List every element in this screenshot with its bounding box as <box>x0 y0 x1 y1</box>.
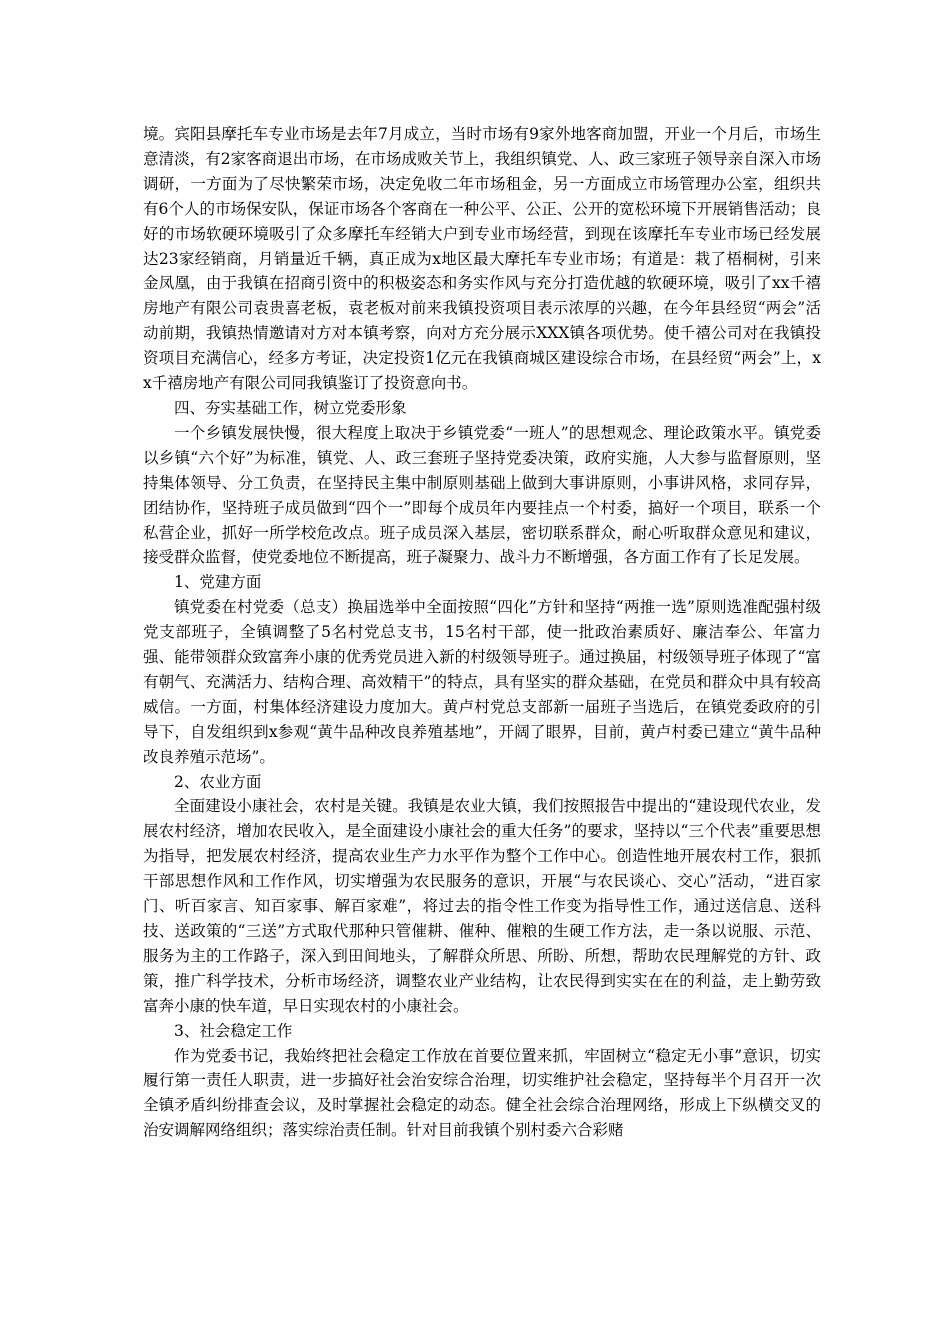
subheading-social-stability: 3、社会稳定工作 <box>174 1021 293 1040</box>
subheading-party-building: 1、党建方面 <box>174 573 262 592</box>
paragraph-agriculture: 全面建设小康社会，农村是关键。我镇是农业大镇，我们按照报告中提出的“建设现代农业，发展农村经济，增加农民收入，是全面建设小康社会的重大任务”的要求，坚持以“三个代表”重要思想为指导，把发展农村经济，提高农业生产力水平作为整个工作中心。创造性地开展农村工作，狠抓干部思想作风和工作作风，切实增强为农民服务的意识，开展“与农民谈心、交心”活动，“进百家门、听百家言、知百家事、解百家难”，将过去的指令性工作变为指导性工作，通过送信息、送科技、送政策的“三送”方式取代那种只管催耕、催种、催粮的生硬工作方法，走一条以说服、示范、服务为主的工作路子，深入到田间地头，了解群众所思、所盼、所想，帮助农民理解党的方针、政策，推广科学技术，分析市场经济，调整农业产业结构，让农民得到实实在在的利益，走上勤劳致富奔小康的快车道，早日实现农村的小康社会。 <box>143 797 821 1015</box>
subheading-agriculture: 2、农业方面 <box>174 772 262 791</box>
paragraph-party-building: 镇党委在村党委（总支）换届选举中全面按照“四化”方针和坚持“两推一选”原则选准配强村级党支部班子，全镇调整了5名村党总支书，15名村干部，使一批政治素质好、廉洁奉公、年富力强、能带领群众致富奔小康的优秀党员进入新的村级领导班子。通过换届，村级领导班子体现了“富有朝气、充满活力、结构合理、高效精干”的特点，具有坚实的群众基础，在党员和群众中具有较高威信。一方面，村集体经济建设力度加大。黄卢村党总支部新一届班子当选后，在镇党委政府的引导下，自发组织到x参观“黄牛品种改良养殖基地”，开阔了眼界，目前，黄卢村委已建立“黄牛品种改良养殖示范场”。 <box>143 598 821 766</box>
paragraph-party-committee: 一个乡镇发展快慢，很大程度上取决于乡镇党委“一班人”的思想观念、理论政策水平。镇党委以乡镇“六个好”为标准，镇党、人、政三套班子坚持党委决策，政府实施，人大参与监督原则，坚持集体领导、分工负责，在坚持民主集中制原则基础上做到大事讲原则，小事讲风格，求同存异，团结协作，坚持班子成员做到“四个一”即每个成员年内要挂点一个村委，搞好一个项目，联系一个私营企业，抓好一所学校危改点。班子成员深入基层，密切联系群众，耐心听取群众意见和建议，接受群众监督，使党委地位不断提高，班子凝聚力、战斗力不断增强，各方面工作有了长足发展。 <box>143 423 821 567</box>
document-body <box>143 122 821 1143</box>
paragraph-social-stability: 作为党委书记，我始终把社会稳定工作放在首要位置来抓，牢固树立“稳定无小事”意识，切实履行第一责任人职责，进一步搞好社会治安综合治理，切实维护社会稳定，坚持每半个月召开一次全镇矛盾纠纷排查会议，及时掌握社会稳定的动态。健全社会综合治理网络，形成上下纵横交叉的治安调解网络组织；落实综治责任制。针对目前我镇个别村委六合彩赌 <box>143 1046 821 1140</box>
paragraph-market-development: 境。宾阳县摩托车专业市场是去年7月成立，当时市场有9家外地客商加盟，开业一个月后，市场生意清淡，有2家客商退出市场，在市场成败关节上，我组织镇党、人、政三家班子领导亲自深入市场调研，一方面为了尽快繁荣市场，决定免收二年市场租金，另一方面成立市场管理办公室，组织共有6个人的市场保安队，保证市场各个客商在一种公平、公正、公开的宽松环境下开展销售活动；良好的市场软硬环境吸引了众多摩托车经销大户到专业市场经营，到现在该摩托车专业市场已经发展达23家经销商，月销量近千辆，真正成为x地区最大摩托车专业市场；有道是：栽了梧桐树，引来金凤凰，由于我镇在招商引资中的积极姿态和务实作风与充分打造优越的软硬环境，吸引了xx千禧房地产有限公司袁贵喜老板，袁老板对前来我镇投资项目表示浓厚的兴趣，在今年县经贸“两会”活动前期，我镇热情邀请对方对本镇考察，向对方充分展示XXX镇各项优势。使千禧公司对在我镇投资项目充满信心，经多方考证，决定投资1亿元在我镇商城区建设综合市场，在县经贸“两会”上，xx千禧房地产有限公司同我镇鉴订了投资意向书。 <box>143 125 821 393</box>
section-heading-foundation-work: 四、夯实基础工作，树立党委形象 <box>174 398 407 417</box>
